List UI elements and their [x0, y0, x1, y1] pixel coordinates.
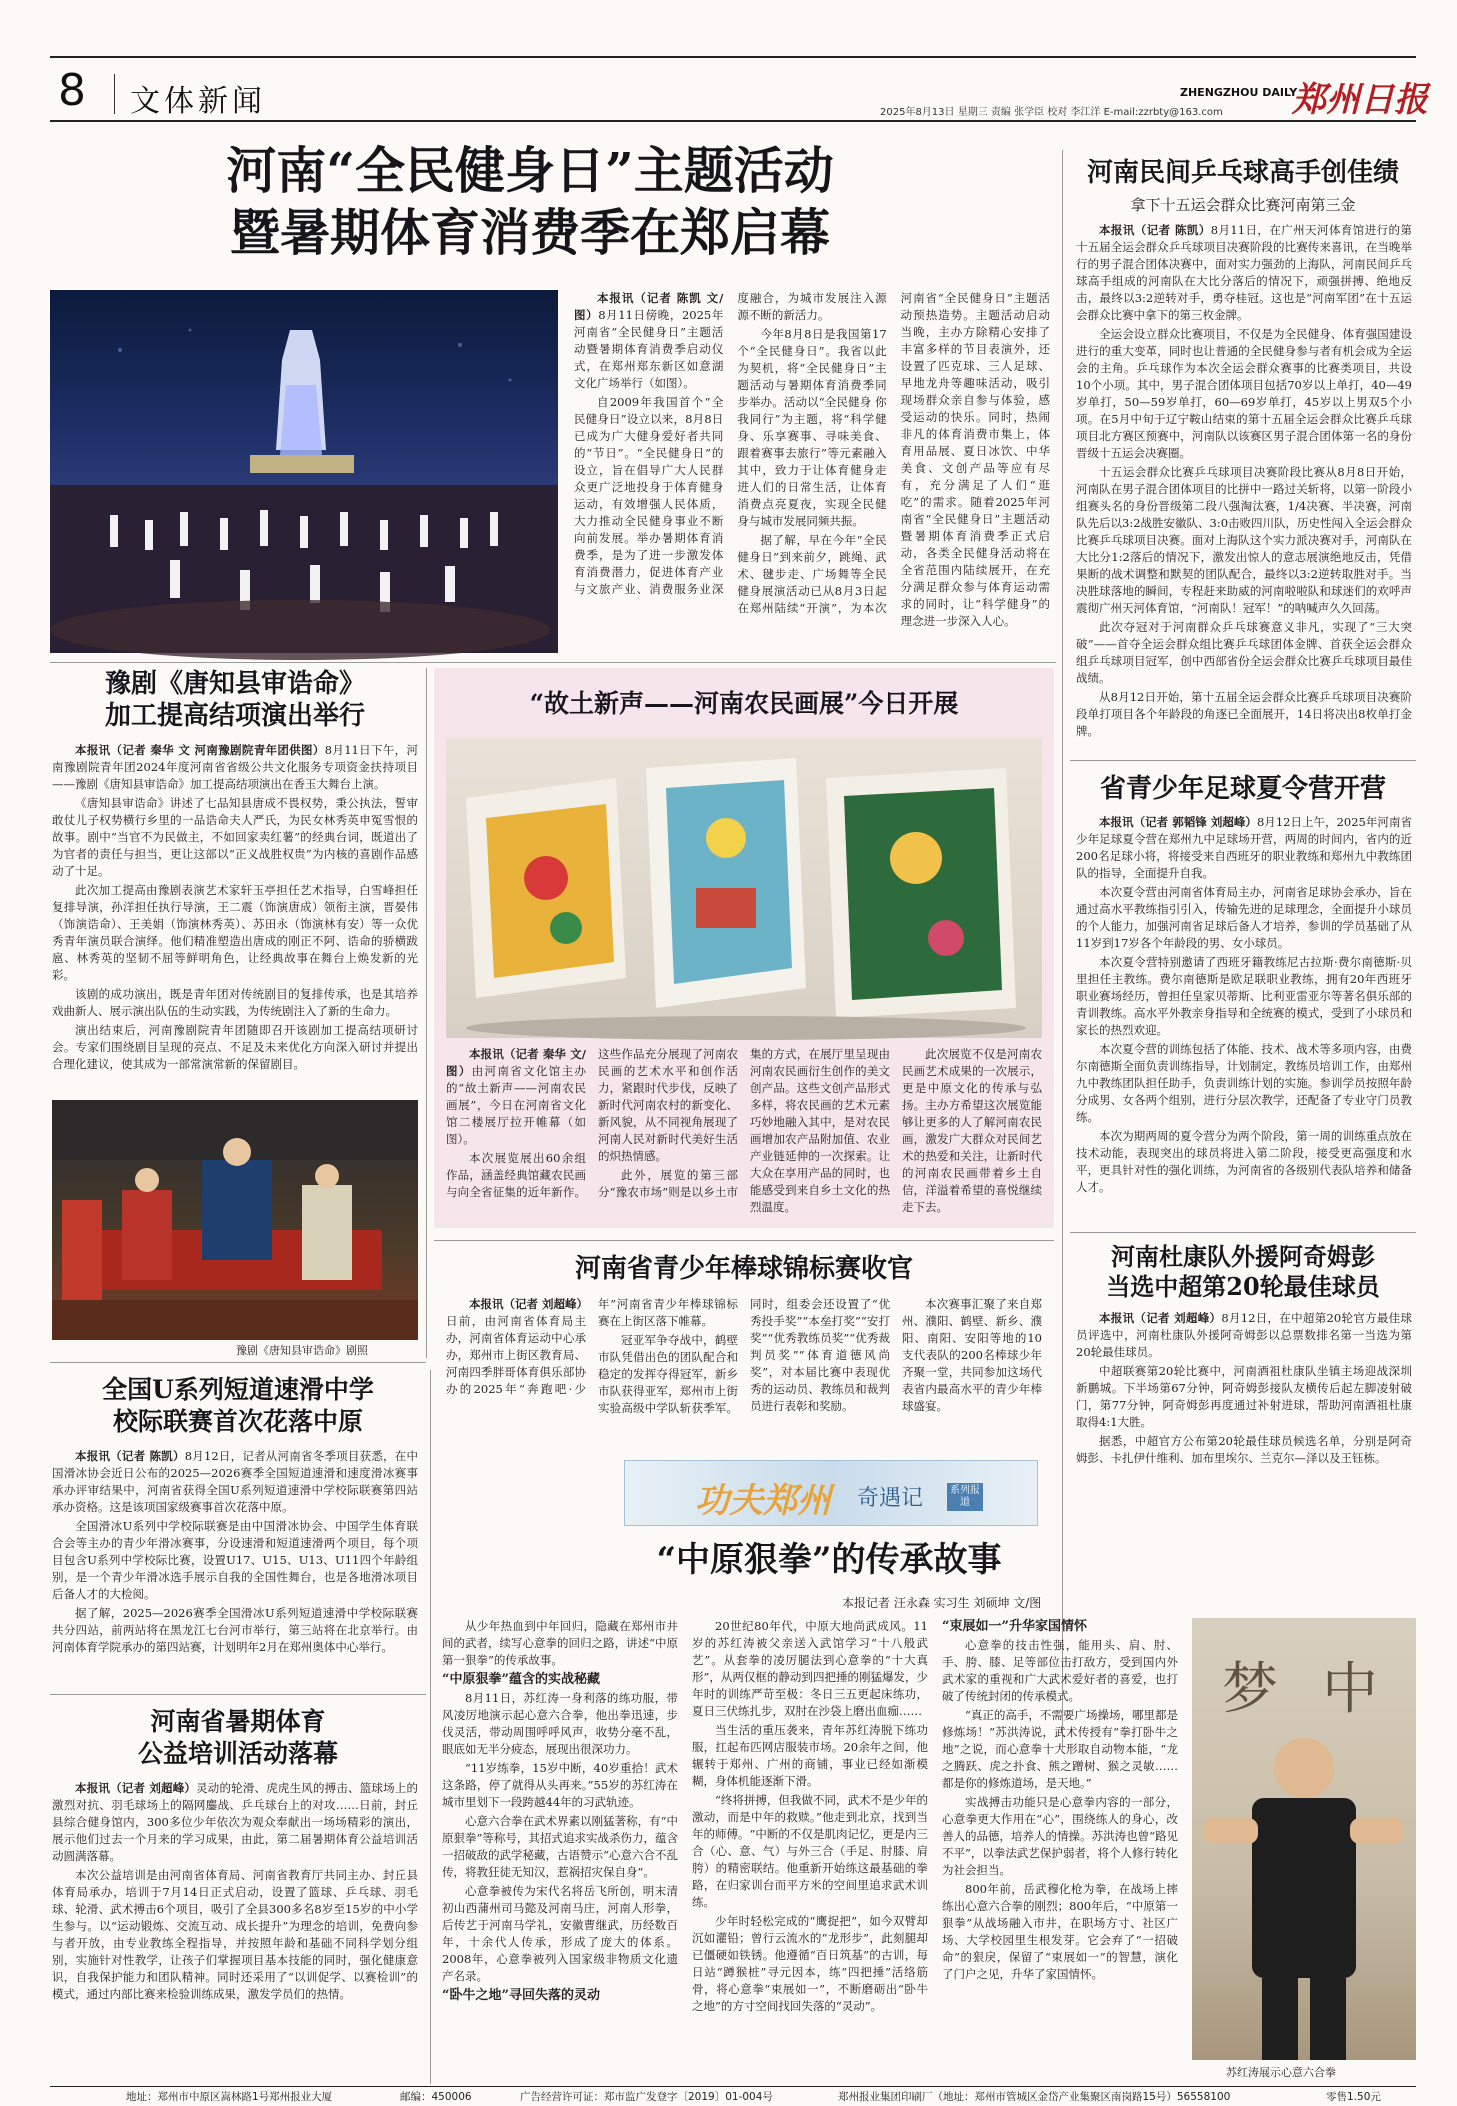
top-rule — [50, 56, 1416, 58]
pingpong-byline: 本报讯（记者 陈凯） — [1099, 223, 1211, 237]
youthfootball-paragraph: 本次为期两周的夏令营分为两个阶段，第一周的训练重点放在技术动能，表现突出的球员将进入第二阶段，接受更高强度和水平，更具针对性的强化训练，为河南省的各级别代表队培养和储备人才。 — [1076, 1129, 1412, 1194]
section-divider — [434, 1240, 1054, 1241]
lead-paragraph: 据了解，早在今年“全民健身日”到来前夕，跳绳、武术、毽步走、广场舞等全民健身展演活动已从8月3日起在郑州陆续“开演”，为本次河南省“全民健身日”主题活动预热造势。主题活动启动当晚，主办方除精心安排了丰富多样的节目表演外，还设置了匹克球、三人足球、早地龙舟等趣味活动，吸引现场群众亲自参与体验，感受运动的快乐。同时，热闹非凡的体育消费市集上，体育用品展、夏日冰饮、中华美食、文创产品等应有尽有，充分满足了人们“逛吃”的需求。随着2025年河南省“全民健身日”主题活动暨暑期体育消费季正式启动，各类全民健身活动将在全省范围内陆续展开，在充分满足群众参与体育运动需求的同时，让“科学健身”的理念进一步深入人心。 — [737, 291, 1050, 628]
lead-headline-line1: 河南“全民健身日”主题活动 — [226, 141, 834, 200]
opera-byline: 本报讯（记者 秦华 文 河南豫剧院青年团供图） — [75, 743, 325, 757]
paper-logo: 郑州日报 — [1292, 80, 1428, 120]
pingpong-paragraph: 此次夺冠对于河南群众乒乓球赛意义非凡，实现了“三大突破”——首夺全运会群众组比赛乒乓球团体金牌、首获全运会群众组乒乓球项目冠军，创中西部省份全运会群众比赛乒乓球项目最佳战绩。 — [1076, 620, 1412, 685]
kungfu-paragraph: “真正的高手，不需要广场操场，哪里都是修炼场！”苏洪涛说，武术传授有“拳打卧牛之地”之说，而心意拳十大形取自动物本能，“龙之腾跃、虎之扑食、熊之蹭树、猴之灵敏……都是你的修炼道场，是天地。” — [942, 1708, 1178, 1790]
kungfu-subhead: “中原狠拳”蕴含的实战秘藏 — [442, 1672, 600, 1687]
farmer-exhibition-photo — [446, 738, 1042, 1038]
page-number: 8 — [58, 65, 86, 116]
section-divider — [50, 1694, 426, 1695]
farmer-article-body — [446, 1046, 1042, 1220]
dukang-headline-line2: 当选中超第20轮最佳球员 — [1106, 1272, 1380, 1301]
footer-address: 地址：郑州市中原区嵩林路1号郑州报业大厦 — [126, 2091, 333, 2103]
footer-price: 零售1.50元 — [1326, 2091, 1381, 2103]
farmer-paragraph: 此外，展览的第三部分“豫农市场”则是以乡土市集的方式，在展厅里呈现由河南农民画衍生创作的美文创产品。这些文创产品形式多样，将农民画的艺术元素巧妙地融入其中，是对农民画增加农产品附加值、农业产业链延伸的一次探索。让大众在享用产品的同时，也能感受到来自乡土文化的热烈温度。 — [598, 1047, 890, 1214]
kungfu-banner-tag: 系列报道 — [947, 1483, 983, 1511]
footer-rule — [50, 2086, 1416, 2087]
kungfu-paragraph: 从少年热血到中年回归，隐藏在郑州市井间的武者，续写心意拳的回归之路，讲述“中原第一狠拳”的传承故事。 — [442, 1619, 678, 1667]
section-divider — [50, 1362, 426, 1363]
baseball-paragraph: 日前，由河南省体育局主办，河南省体育运动中心承办，郑州市上街区教育局、河南四季胖哥体育俱乐部协办的2025年“奔跑吧·少年”河南省青少年棒球锦标赛在上街区落下帷幕。 — [446, 1297, 738, 1396]
kungfu-byline: 本报记者 汪永森 实习生 刘硕坤 文/图 — [842, 1596, 1042, 1610]
skating-article-body — [52, 1448, 418, 1684]
kungfu-series-banner — [624, 1460, 1038, 1526]
section-divider — [1070, 1232, 1416, 1233]
training-paragraph: 本次公益培训是由河南省体育局、河南省教育厅共同主办、封丘县体育局承办，培训于7月14日正式启动，设置了篮球、乒乓球、羽毛球、轮滑、武术搏击6个项目，吸引了全县300多名8岁至15岁的中小学生参与。以“运动锻炼、交流互动、成长提升”为理念的培训，免费向参与者开放，由专业教练全程指导，并按照年龄和基础不同科学划分组别，实施针对性教学，让孩子们掌握项目基本技能的同时，强化健康意识，自我保护能力和团队精神。同时还采用了“以训促学、以赛检训”的模式，通过内部比赛来检验训练成果，激发学员们的热情。 — [52, 1868, 418, 2001]
lead-paragraph: 自2009年我国首个“全民健身日”设立以来，8月8日已成为广大健身爱好者共同的“节日”。“全民健身日”的设立，旨在倡导广大人民群众更广泛地投身于体育健身运动，有效增强人民体质，大力推动全民健身事业不断向前发展。举办暑期体育消费季，是为了进一步激发体育消费潜力，促进体育产业与文旅产业、消费服务业深度融合，为城市发展注入源源不断的新活力。 — [574, 291, 887, 596]
opera-headline-line2: 加工提高结项演出举行 — [104, 701, 365, 731]
opera-article-body — [52, 742, 418, 1090]
youthfootball-headline: 省青少年足球夏令营开营 — [1099, 774, 1386, 804]
baseball-paragraph: 冠亚军争夺战中，鹤壁市队凭借出色的团队配合和稳定的发挥夺得冠军，新乡市队获得亚军，郑州市上街实验高级中学队斩获季军。同时，组委会还设置了“优秀投手奖”“本垒打奖”“安打奖”“优秀教练员奖”“优秀裁判员奖”“体育道德风尚奖”，对本届比赛中表现优秀的运动员、教练员和裁判员进行表彰和奖励。 — [598, 1297, 890, 1415]
opera-paragraph: 该剧的成功演出，既是青年团对传统剧目的复排传承，也是其培养戏曲新人、展示演出队伍的生动实践，为传统剧注入了新的生命力。 — [52, 987, 418, 1018]
skating-byline: 本报讯（记者 陈凯） — [75, 1449, 185, 1463]
footer-printer: 郑州报业集团印刷厂（地址：郑州市管城区金岱产业集聚区南岗路15号）56558100 — [838, 2091, 1231, 2103]
dukang-article-body — [1076, 1310, 1412, 1465]
kungfu-paragraph: 少年时轻松完成的“鹰捉把”，如今双臂却沉如灌铅；曾行云流水的“龙形步”，此刻腿却已僵硬如铁锈。他遵循“百日筑基”的古训，每日站“蹲猴桩”寻元因本，练“四把捶”活络筋骨，将心意拳“束展如一”，不断磨砺出“卧牛之地”的方寸空间找回失落的“灵动”。 — [692, 1914, 928, 2013]
kungfu-subhead: “束展如一”升华家国情怀 — [942, 1619, 1087, 1634]
opera-paragraph: 《唐知县审诰命》讲述了七品知县唐成不畏权势，秉公执法，誓审敢仗儿子权势横行乡里的一品诰命夫人严氏，为民女林秀英申冤雪恨的故事。剧中“当官不为民做主，不如回家卖红薯”的经典台词，既道出了为官者的责任与担当，更让这部以“正义战胜权贵”为内核的喜剧作品感动了十足。 — [52, 796, 418, 878]
kungfu-paragraph: “11岁练拳，15岁中断，40岁重拾！武术这条路，停了就得从头再来。”55岁的苏红涛在城市里划下一段跨越44年的习武轨迹。 — [442, 1761, 678, 1809]
lead-paragraph: 今年8月8日是我国第17个“全民健身日”。我省以此为契机，将“全民健身日”主题活动与暑期体育消费季同步举办。活动以“全民健身 你我同行”为主题，将“科学健身、乐享赛事、寻味美食、跟着赛事去旅行”等元素融入其中，致力于让体育健身走进人们的日常生活，让体育消费点亮夏夜，实现全民健身与城市发展同频共振。 — [737, 327, 887, 528]
farmer-byline: 本报讯（记者 秦华 文/图） — [446, 1047, 586, 1078]
training-byline: 本报讯（记者 刘超峰） — [75, 1781, 197, 1795]
footer-bar — [50, 2088, 1416, 2104]
date-line: 2025年8月13日 星期三 责编 张学臣 校对 李江洋 E-mail:zzrbty@163.com — [880, 107, 1223, 118]
opera-headline-line1: 豫剧《唐知县审诰命》 — [104, 669, 365, 699]
kungfu-photo-caption: 苏红涛展示心意六合拳 — [1226, 2066, 1336, 2079]
lead-paragraph: 8月11日傍晚，2025年河南省“全民健身日”主题活动暨暑期体育消费季启动仪式，在郑州郑东新区如意湖文化广场举行（如图）。 — [574, 308, 724, 390]
section-title: 文体新闻 — [130, 84, 266, 119]
opera-paragraph: 此次加工提高由豫剧表演艺术家轩玉亭担任艺术指导，白雪峰担任复排导演，孙洋担任执行导演，王二震（饰演唐成）领衔主演，晋晏伟（饰演诰命）、王美娟（饰演林秀英）、苏田永（饰演林有安）等一众优秀青年演员联合演绎。他们精准塑造出唐成的刚正不阿、诰命的骄横跋扈、林秀英的坚韧不屈等鲜明角色，让经典故事在舞台上焕发新的光彩。 — [52, 883, 418, 982]
skating-headline-line1: 全国U系列短道速滑中学 — [102, 1375, 374, 1404]
section-divider — [50, 662, 1056, 663]
kungfu-paragraph: 实战搏击功能只是心意拳内容的一部分，心意拳更大作用在“心”，围绕练人的身心，改善人的品德，培养人的情操。苏洪涛也曾“路见不平”，以拳法武艺保护弱者，将个人修行转化为社会担当。 — [942, 1795, 1178, 1877]
dukang-paragraph: 8月12日，在中超第20轮官方最佳球员评选中，河南杜康队外援阿奇姆彭以总票数排名第一当选为第20轮最佳球员。 — [1076, 1311, 1412, 1359]
paper-en-name: ZHENGZHOU DAILY — [1180, 86, 1298, 99]
baseball-article-body — [446, 1296, 1042, 1446]
training-headline-line1: 河南省暑期体育 — [150, 1707, 326, 1736]
lead-photo-festival-stage — [50, 290, 558, 653]
kungfu-paragraph: 20世纪80年代，中原大地尚武成风。11岁的苏红涛被父亲送入武馆学习“十八般武艺”。从套拳的凌厉腿法到心意拳的“十大真形”，从两仅框的静动到四把捶的刚猛爆发，少年时的训练严苛至极：冬日三五更起床练功，夏日三伏练扎步，双肘在沙袋上磨出血痂…… — [692, 1619, 928, 1718]
opera-paragraph: 8月11日下午，河南豫剧院青年团2024年度河南省省级公共文化服务专项资金扶持项目——豫剧《唐知县审诰命》加工提高结项演出在香玉大舞台上演。 — [52, 743, 418, 791]
skating-paragraph: 全国滑冰U系列中学校际联赛是由中国滑冰协会、中国学生体育联合会等主办的青少年滑冰赛事，分设速滑和短道速滑两个项目，每个项目包含U系列中学校际比赛，设置U17、U15、U13、U11四个年龄组别，是一个青少年滑冰选手展示自我的全国性舞台，也是各地滑冰项目后备人才的大检阅。 — [52, 1519, 418, 1601]
kungfu-banner-title: 功夫郑州 — [695, 1481, 831, 1521]
kungfu-article-body — [442, 1618, 1178, 2080]
training-paragraph: 灵动的轮滑、虎虎生风的搏击、篮球场上的激烈对抗、羽毛球场上的隔网鏖战、乒乓球台上的对攻……日前，封丘县综合健身馆内，300多位少年依次为观众奉献出一场场精彩的演出，展示他们过去一个月来的学习成果，由此，第二届暑期体育公益培训活动圆满落幕。 — [52, 1781, 418, 1863]
pingpong-paragraph: 十五运会群众比赛乒乓球项目决赛阶段比赛从8月8日开始，河南队在男子混合团体项目的比拼中一路过关斩将，以第一阶段小组赛头名的身份晋级第二段八强淘汰赛，1/4决赛、半决赛，河南队先后以3:2战胜安徽队、3:0击败四川队，历史性闯入全运会群众比赛乒乓球项目决赛。面对上海队这个实力派决赛对手，河南队在大比分1:2落后的情况下，激发出惊人的意志展演绝地反击，凭借果断的战术调整和默契的团队配合，最终以3:2逆转取胜对手。当决胜球落地的瞬间，专程赶来助威的河南啦啦队和球迷们的欢呼声震彻广州天河体育馆，“河南队！冠军！”的呐喊声久久回荡。 — [1076, 465, 1413, 615]
kungfu-subhead: “卧牛之地”寻回失落的灵动 — [442, 1988, 600, 2003]
youthfootball-paragraph: 本次夏令营特别邀请了西班牙籍教练尼古拉斯·费尔南德斯·贝里担任主教练。费尔南德斯是欧足联职业教练，拥有20年西班牙职业赛场经历，曾担任皇家贝蒂斯、比利亚雷亚尔等著名俱乐部的青训教练。高水平外教亲身指导和全统赛的模式，受到了小球员和家长的热烈欢迎。 — [1076, 955, 1412, 1037]
svg-text:中: 中 — [1322, 1657, 1378, 1722]
training-headline-line2: 公益培训活动落幕 — [137, 1739, 338, 1768]
kungfu-paragraph: 心意六合拳在武术界素以刚猛著称，有“中原狠拳”等称号，其招式追求实战杀伤力，蕴含一招破敌的武学秘藏，古语赞示“心意六合不乱传，将教狂徒无知汉，惹祸招灾保自身”。 — [442, 1814, 678, 1879]
pingpong-subheadline: 拿下十五运会群众比赛河南第三金 — [1130, 196, 1356, 214]
farmer-headline: “故土新声——河南农民画展”今日开展 — [529, 689, 959, 718]
pingpong-paragraph: 全运会设立群众比赛项目，不仅是为全民健身、体育强国建设进行的重大变革，同时也让普通的全民健身参与者有机会成为全运会的主角。乒乓球作为本次全运会群众赛事的比赛类项目，共设10个小项。其中，男子混合团体项目包括70岁以上单打，40—49岁单打，50—59岁单打，60—69岁单打，45岁以上男双5个小项。在5月中旬于辽宁鞍山结束的第十五届全运会群众比赛乒乓球项目北方赛区预赛中，河南队以该赛区男子混合团体第一名的身份晋级十五运会决赛圈。 — [1076, 327, 1412, 460]
pingpong-article-body — [1076, 222, 1413, 738]
svg-text:梦: 梦 — [1222, 1657, 1278, 1722]
dukang-paragraph: 据悉，中超官方公布第20轮最佳球员候选名单，分别是阿奇姆彭、卡扎伊什维利、加布里埃尔、兰克尔—泽以及王钰栋。 — [1076, 1434, 1412, 1465]
column-divider-left — [426, 668, 427, 1358]
youthfootball-paragraph: 本次夏令营的训练包括了体能、技术、战术等多项内容，由费尔南德斯全面负责训练指导，计划制定，教练员培训工作，由郑州九中教练团队担任助手，负责训练计划的实施。参训学员按照年龄分成男、女各两个组别，进行分层次教学，还配备了专业守门员教练。 — [1076, 1042, 1412, 1124]
lead-headline-line2: 暨暑期体育消费季在郑启幕 — [230, 203, 830, 262]
column-divider-bottom-left — [430, 1370, 431, 2084]
youthfootball-article-body — [1076, 814, 1412, 1226]
farmer-paragraph: 本次展览展出60余组作品，涵盖经典馆藏农民画与向全省征集的近年新作。这些作品充分展现了河南农民画的艺术水平和创作活力，紧跟时代步伐，反映了新时代河南农村的新变化、新风貌，从不同视角展现了河南人民对新时代美好生活的炽热情感。 — [446, 1047, 738, 1199]
kungfu-paragraph: 8月11日，苏红涛一身利落的练功服，带风凌厉地演示起心意六合拳，他出拳迅速，步伐灵活，带动周围呼呼风声，收势分毫不乱，眼底如无半分疲态，展现出很深功力。 — [442, 1691, 678, 1756]
lead-article-body — [574, 290, 1050, 656]
opera-stage-photo — [52, 1100, 418, 1340]
kungfu-paragraph: 心意拳的技击性强，能用头、肩、肘、手、胯、膝、足等部位击打敌方，受到国内外武术家的重视和广大武术爱好者的喜爱，也打破了传统封闭的传承模式。 — [942, 1638, 1178, 1703]
kungfu-paragraph: 心意拳被传为宋代名将岳飞所创，明末清初山西蒲州司马懿及河南马庄，河南人形拳，后传艺于河南马学礼，安徽曹继武，历经数百年，十余代人传承，形成了庞大的体系。2008年，心意拳被列入国家级非物质文化遗产名录。 — [442, 1884, 678, 1983]
training-article-body — [52, 1780, 418, 2078]
dukang-byline: 本报讯（记者 刘超峰） — [1099, 1311, 1222, 1325]
skating-paragraph: 8月12日，记者从河南省冬季项目获悉，在中国滑冰协会近日公布的2025—2026赛季全国短道速滑和速度滑冰赛事承办评审结果中，河南省获得全国U系列短道速滑中学校际联赛第四站承办资格。这是该项国家级赛事首次花落中原。 — [52, 1449, 418, 1514]
skating-headline-line2: 校际联赛首次花落中原 — [112, 1407, 363, 1436]
kungfu-paragraph: “终将拼搏，但我做不同，武术不是少年的激动，而是中年的救赎。”他走到北京，找到当年的师傅。“中断的不仅是肌肉记忆，更是内三合（心、意、气）与外三合（手足、肘膝、肩胯）的精密联结。他重新开始练这最基础的拳路，在归家训台而平方米的空间里追求武术训练。 — [692, 1793, 928, 1909]
youthfootball-paragraph: 8月12日上午，2025年河南省少年足球夏令营在郑州九中足球场开营，两周的时间内，省内的近200名足球小将，将接受来自西班牙的职业教练和郑州九中教练团队的指导，全面提升自我。 — [1076, 815, 1412, 880]
pingpong-paragraph: 8月11日，在广州天河体育馆进行的第十五届全运会群众乒乓球项目决赛阶段的比赛传来喜讯，在当晚举行的男子混合团体决赛中，面对实力强劲的上海队，河南民间乒乓球高手组成的河南队在大比分落后的情况下，顽强拼搏、绝地反击，最终以3:2逆转对手，勇夺桂冠。这也是“河南军团”在十五运会群众比赛中拿下的第三枚金牌。 — [1076, 223, 1412, 322]
youthfootball-byline: 本报讯（记者 郭韬锋 刘超峰） — [1099, 815, 1257, 829]
baseball-headline: 河南省青少年棒球锦标赛收官 — [574, 1254, 913, 1284]
pingpong-paragraph: 从8月12日开始，第十五届全运会群众比赛乒乓球项目决赛阶段单打项目各个年龄段的角逐已全面展开，14日将决出8枚单打金牌。 — [1076, 690, 1412, 738]
baseball-paragraph: 本次赛事汇聚了来自郑州、濮阳、鹤壁、新乡、濮阳、南阳、安阳等地的10支代表队的200名棒球少年齐聚一堂，共同参加这场代表省内最高水平的青少年棒球盛宴。 — [902, 1297, 1042, 1413]
pingpong-headline: 河南民间乒乓球高手创佳绩 — [1086, 158, 1399, 188]
farmer-paragraph: 此次展览不仅是河南农民画艺术成果的一次展示，更是中原文化的传承与弘扬。主办方希望这次展览能够让更多的人了解河南农民画，激发广大群众对民间艺术的热爱和关注，让新时代的河南农民画带着乡土自信，洋溢着希望的喜悦继续走下去。 — [902, 1047, 1042, 1214]
dukang-paragraph: 中超联赛第20轮比赛中，河南酒祖杜康队坐镇主场迎战深圳新鹏城。下半场第67分钟，阿奇姆彭接队友横传后起左脚凌射破门，第77分钟，阿奇姆彭再度通过补射进球，帮助河南酒祖杜康取得4:1大胜。 — [1076, 1364, 1412, 1429]
kungfu-banner-sub: 奇遇记 — [857, 1486, 924, 1511]
opera-paragraph: 演出结束后，河南豫剧院青年团随即召开该剧加工提高结项研讨会。专家们围绕剧目呈现的亮点、不足及未来优化方向深入研讨并提出合理化建议，使其成为一部常演常新的保留剧目。 — [52, 1023, 418, 1071]
opera-photo-caption: 豫剧《唐知县审诰命》剧照 — [236, 1344, 368, 1357]
baseball-byline: 本报讯（记者 刘超峰） — [469, 1297, 589, 1311]
kungfu-master-photo — [1192, 1618, 1416, 2060]
masthead-divider — [114, 74, 115, 114]
lead-byline: 本报讯（记者 陈凯 文/图） — [574, 291, 724, 322]
skating-paragraph: 据了解，2025—2026赛季全国滑冰U系列短道速滑中学校际联赛共分四站，前两站将在黑龙江七台河市举行，第三站将在北京举行。由河南体育学院承办的第四站赛，计划明年2月在郑州奥体中心举行。 — [52, 1606, 418, 1654]
column-divider-right — [1062, 150, 1063, 1750]
youthfootball-paragraph: 本次夏令营由河南省体育局主办，河南省足球协会承办，旨在通过高水平教练指引引入，传输先进的足球理念，全面提升小球员的个人能力，加强河南省足球后备人才培养，参训的学员基础了从11岁到17岁各个年龄段的男、女小球员。 — [1076, 885, 1412, 950]
masthead-bottom-rule — [50, 120, 1416, 122]
footer-postcode: 邮编：450006 — [400, 2091, 472, 2103]
footer-ad-license: 广告经营许可证：郑市监广发登字〔2019〕01-004号 — [520, 2091, 773, 2103]
kungfu-paragraph: 当生活的重压袭来，青年苏红涛脱下练功服，扛起布匹网店服装市场。20余年之间，他辗转于郑州、广州的商铺，事业已经如渐模糊，身体机能逐渐下滑。 — [692, 1723, 928, 1788]
section-divider — [1070, 760, 1416, 761]
kungfu-headline: “中原狠拳”的传承故事 — [656, 1540, 1002, 1580]
dukang-headline-line1: 河南杜康队外援阿奇姆彭 — [1111, 1242, 1375, 1271]
kungfu-paragraph: 800年前，岳武穆化枪为拳，在战场上摔练出心意六合拳的刚烈；800年后，“中原第一狠拳”从战场融入市井，在职场方寸、社区广场、大学校园里生根发芽。它会弃了“一招破命”的狠戾，保留了“束展如一”的智慧，演化了门户之见，升华了家国情怀。 — [942, 1882, 1178, 1981]
farmer-paragraph: 由河南省文化馆主办的“故土新声——河南农民画展”，今日在河南省文化馆二楼展厅拉开帷幕（如图）。 — [446, 1064, 587, 1146]
